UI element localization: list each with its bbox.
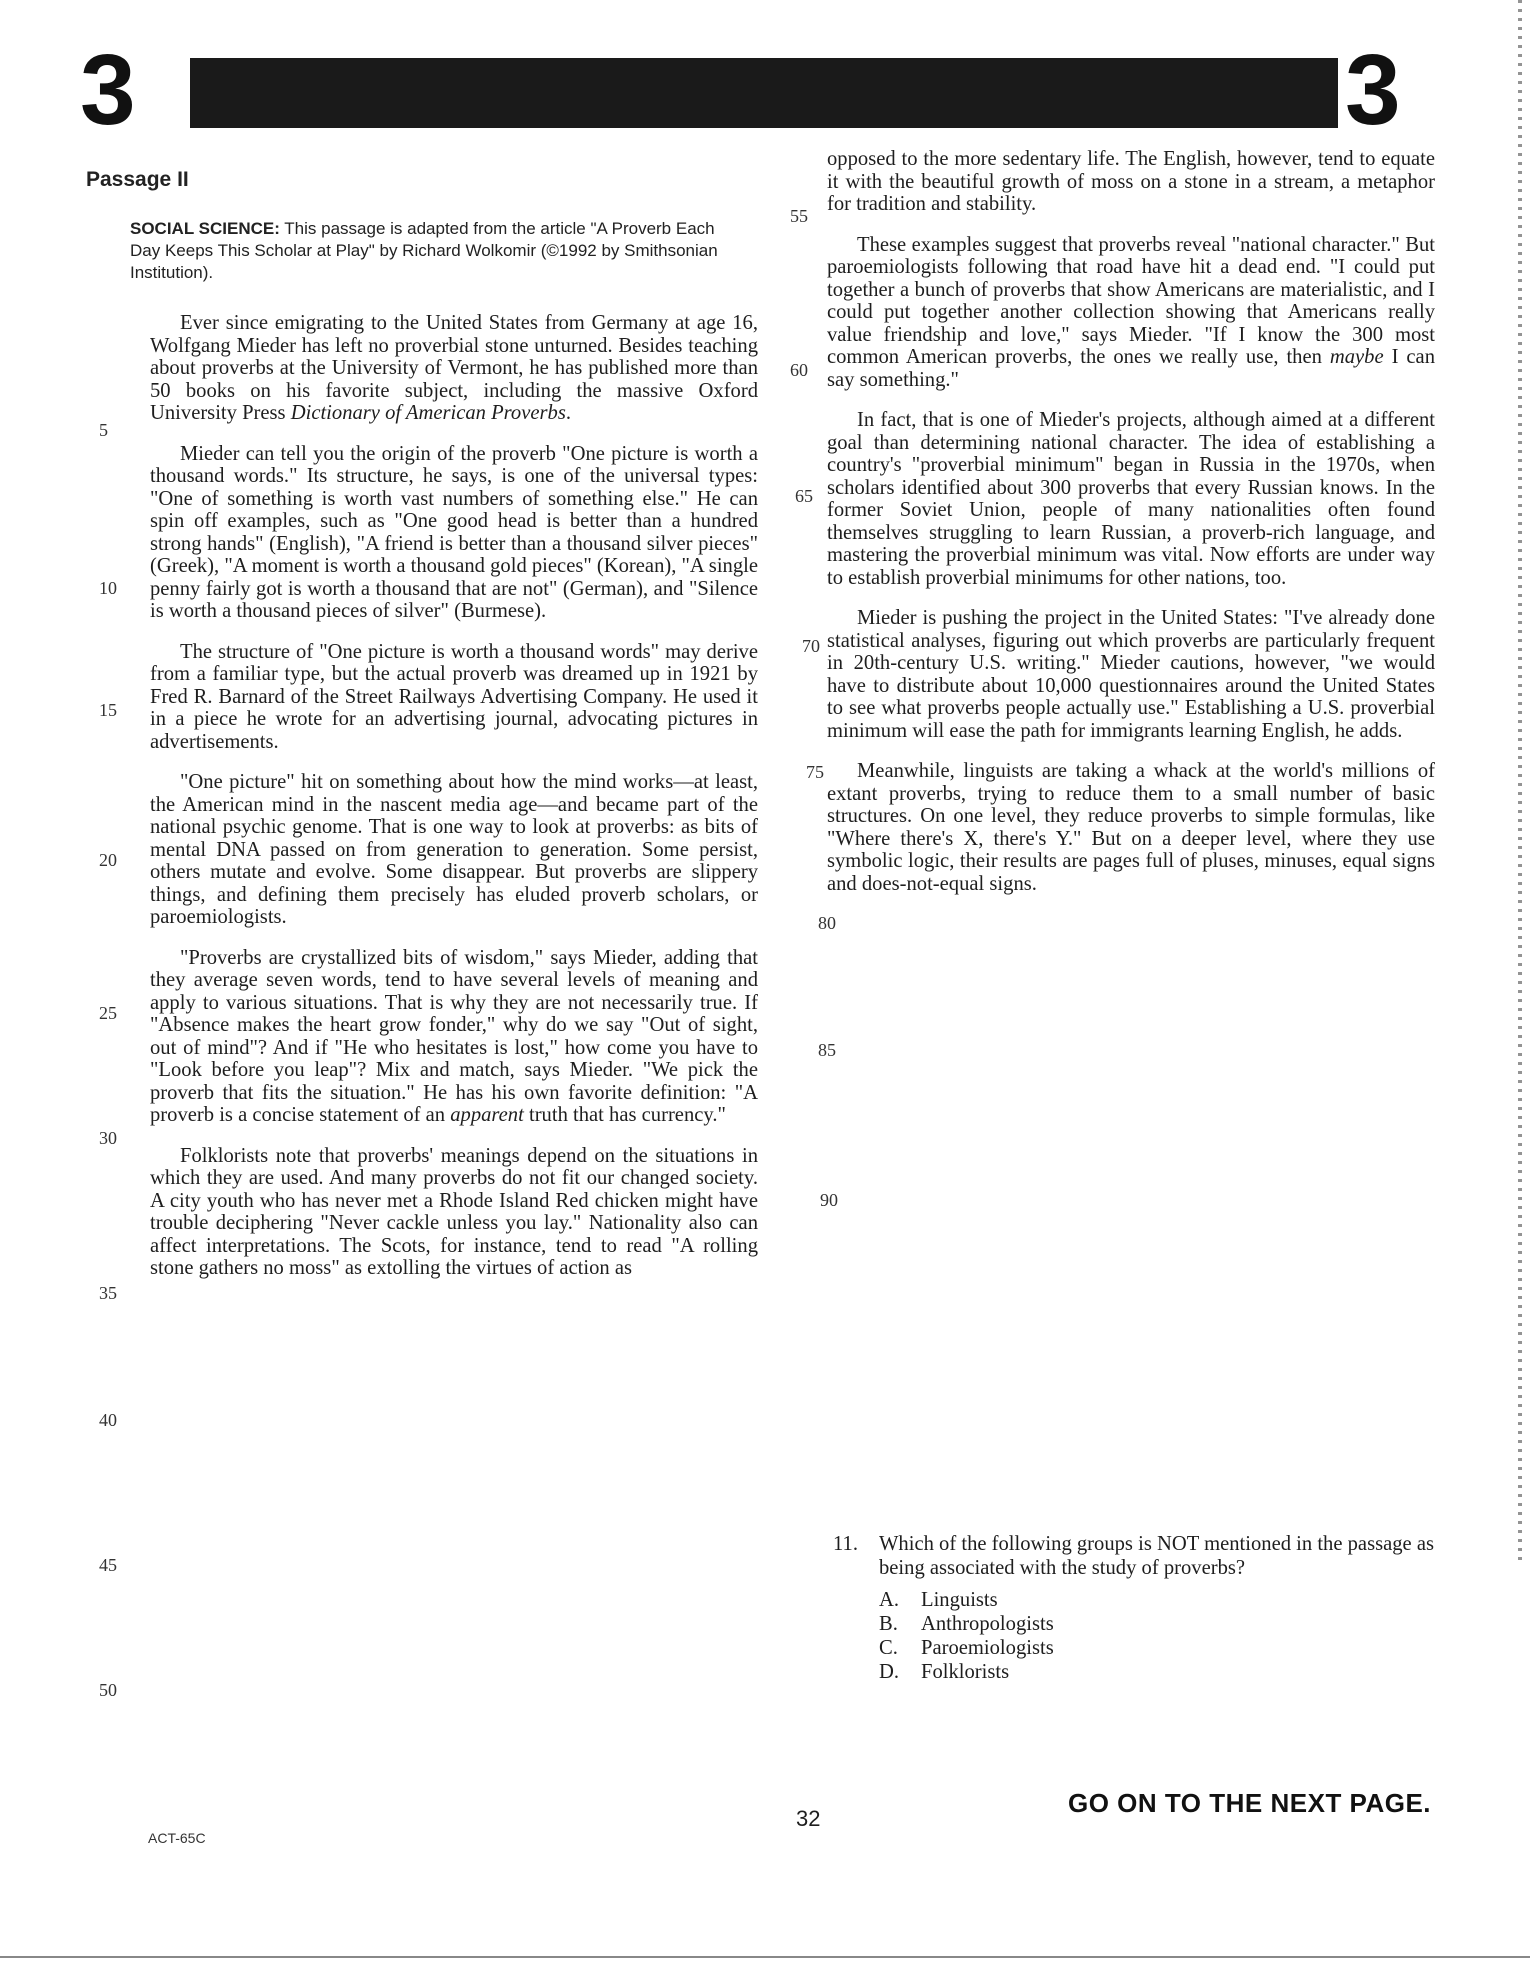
passage-paragraph — [150, 641, 758, 754]
option-c[interactable] — [879, 1636, 1475, 1660]
line-number: 90 — [820, 1190, 838, 1210]
line-number: 20 — [99, 850, 117, 870]
passage-paragraph — [150, 947, 758, 1127]
option-letter: B. — [879, 1613, 898, 1635]
paragraph-text: opposed to the more sedentary life. The English, however, tend to equate it with the beautiful growth of moss on a stone in a stream, a metaphor for tradition and stability. — [827, 148, 1435, 215]
line-number: 30 — [99, 1128, 117, 1148]
option-text: Paroemiologists — [921, 1637, 1054, 1659]
next-page-instruction: GO ON TO THE NEXT PAGE. — [1068, 1788, 1432, 1818]
line-number: 65 — [795, 486, 813, 506]
paragraph-text: In fact, that is one of Mieder's projects, although aimed at a different goal than determining national character. The idea of establishing a country's "proverbial minimum" began in Russia in the 1970s, when scholars identified about 300 proverbs that every Russian knows. In the former Soviet Union, people of many nationalities often found themselves struggling to learn Russian, a proverb-rich language, and mastering the proverbial minimum was vital. Now efforts are under way to establish proverbial minimums for other nations, too. — [827, 409, 1435, 589]
paragraph-text: These examples suggest that proverbs reveal "national character." But paroemiologists following that road have hit a dead end. "I could put together a bunch of proverbs that show Americans are materialistic, and I could put together another collection showing that Americans really value friendship and love," says Mieder. "If I know the 300 most common American proverbs, the ones we really use, then — [827, 233, 1435, 368]
line-number: 70 — [802, 636, 820, 656]
passage-paragraph — [150, 443, 758, 623]
option-text: Anthropologists — [921, 1613, 1054, 1635]
passage-paragraph — [827, 607, 1435, 742]
header-bar — [190, 58, 1338, 128]
question-number: 11. — [833, 1533, 858, 1555]
passage-left-column — [150, 312, 758, 1298]
paragraph-text: Ever since emigrating to the United States from Germany at age 16, Wolfgang Mieder has left no proverbial stone unturned. Besides teaching about proverbs at the University of Vermont, he has published more than 50 books on his favorite subject, including the massive Oxford University Press — [150, 312, 758, 424]
option-text: Linguists — [921, 1589, 998, 1611]
passage-paragraph — [827, 409, 1435, 589]
paragraph-text: Mieder is pushing the project in the United States: "I've already done statistical analyses, figuring out which proverbs are particularly frequent in 20th-century U.S. writing." Mieder cautions, however, "we would have to distribute about 10,000 questionnaires around the United States to see what proverbs people actually use." Establishing a U.S. proverbial minimum will ease the path for immigrants learning English, he adds. — [827, 607, 1435, 742]
option-letter: A. — [879, 1589, 900, 1611]
passage-paragraph — [827, 148, 1435, 216]
answer-options — [879, 1588, 1475, 1684]
form-code: ACT-65C — [148, 1830, 206, 1846]
line-number: 10 — [99, 578, 117, 598]
intro-label: SOCIAL SCIENCE: — [130, 219, 280, 238]
line-number: 85 — [818, 1040, 836, 1060]
passage-paragraph — [827, 234, 1435, 392]
question-text: Which of the following groups is NOT mentioned in the passage as being associated with the study of proverbs? — [879, 1533, 1434, 1579]
intro-text: This passage is adapted from the article "A Proverb Each Day Keeps This Scholar at Play" by Richard Wolkomir (©1992 by Smithsonian Institution). — [130, 219, 718, 282]
paragraph-text: Meanwhile, linguists are taking a whack at the world's millions of extant proverbs, trying to reduce them to a small number of basic structures. On one level, they reduce proverbs to simple formulas, like "Where there's X, there's Y." But on a deeper level, where they use symbolic logic, their results are pages full of pluses, minuses, equal signs and does-not-equal signs. — [827, 760, 1435, 895]
paragraph-text: The structure of "One picture is worth a thousand words" may derive from a familiar type, but the actual proverb was dreamed up in 1921 by Fred R. Barnard of the Street Railways Advertising Company. He used it in a piece he wrote for an advertising journal, advocating pictures in advertisements. — [150, 640, 758, 753]
passage-right-column — [827, 148, 1435, 913]
paragraph-text: "One picture" hit on something about how the mind works—at least, the American mind in the nascent media age—and became part of the national psychic genome. That is one way to look at proverbs: as bits of mental DNA passed on from generation to generation. Some persist, others mutate and evolve. Some disappear. But proverbs are slippery things, and defining them precisely has eluded proverb scholars, or paroemiologists. — [150, 771, 758, 928]
paragraph-text: Mieder can tell you the origin of the proverb "One picture is worth a thousand words." Its structure, he says, is one of the universal types: "One of something is worth vast numbers of something else." He can spin off examples, such as "One good head is better than a hundred strong hands" (English), "A friend is better than a thousand silver pieces" (Greek), "A moment is worth a thousand gold pieces" (Korean), "A single penny fairly got is worth a thousand that are not" (German), and "Silence is worth a thousand pieces of silver" (Burmese). — [150, 442, 758, 622]
paragraph-text: truth that has currency." — [523, 1104, 726, 1126]
line-number: 80 — [818, 913, 836, 933]
paragraph-text: Folklorists note that proverbs' meanings depend on the situations in which they are used. And many proverbs do not fit our changed society. A city youth who has never met a Rhode Island Red chicken might have trouble deciphering "Never cackle unless you lay." Nationality also can affect interpretations. The Scots, for instance, tend to read "A rolling stone gathers no moss" as extolling the virtues of action as — [150, 1144, 758, 1279]
scan-bottom-edge — [0, 1956, 1530, 1958]
passage-paragraph — [150, 1145, 758, 1280]
option-text: Folklorists — [921, 1661, 1010, 1683]
scan-edge-artifact — [1518, 0, 1522, 1560]
line-number: 40 — [99, 1410, 117, 1430]
italic-text: apparent — [450, 1104, 524, 1126]
line-number: 25 — [99, 1003, 117, 1023]
line-number: 35 — [99, 1283, 117, 1303]
passage-paragraph — [150, 771, 758, 929]
option-a[interactable] — [879, 1588, 1475, 1612]
paragraph-text: I can say something." — [827, 346, 1435, 391]
line-number: 60 — [790, 360, 808, 380]
option-b[interactable] — [879, 1612, 1475, 1636]
line-number: 15 — [99, 700, 117, 720]
line-number: 75 — [806, 762, 824, 782]
line-number: 5 — [99, 420, 108, 440]
page-number: 32 — [796, 1806, 821, 1831]
question-11 — [835, 1532, 1475, 1684]
line-number: 50 — [99, 1680, 117, 1700]
option-letter: C. — [879, 1637, 898, 1659]
italic-text: maybe — [1329, 346, 1384, 368]
italic-text: Dictionary of American Proverbs — [290, 402, 566, 424]
paragraph-text: . — [565, 402, 571, 424]
line-number: 45 — [99, 1555, 117, 1575]
section-number-right: 3 — [1345, 34, 1401, 146]
paragraph-text: "Proverbs are crystallized bits of wisdom," says Mieder, adding that they average seven words, tend to have several levels of meaning and apply to various situations. That is why they are not necessarily true. If "Absence makes the heart grow fonder," why do we say "Out of sight, out of mind"? And if "He who hesitates is lost," how come you have to "Look before you leap"? Mix and match, says Mieder. "We pick the proverb that fits the situation." He has his own favorite definition: "A proverb is a concise statement of an — [150, 946, 758, 1126]
line-number: 55 — [790, 206, 808, 226]
option-letter: D. — [879, 1661, 900, 1683]
passage-intro — [130, 218, 740, 284]
passage-paragraph — [150, 312, 758, 425]
section-number-left: 3 — [80, 34, 136, 146]
passage-paragraph — [827, 760, 1435, 895]
passage-title: Passage II — [86, 168, 189, 191]
option-d[interactable] — [879, 1660, 1475, 1684]
